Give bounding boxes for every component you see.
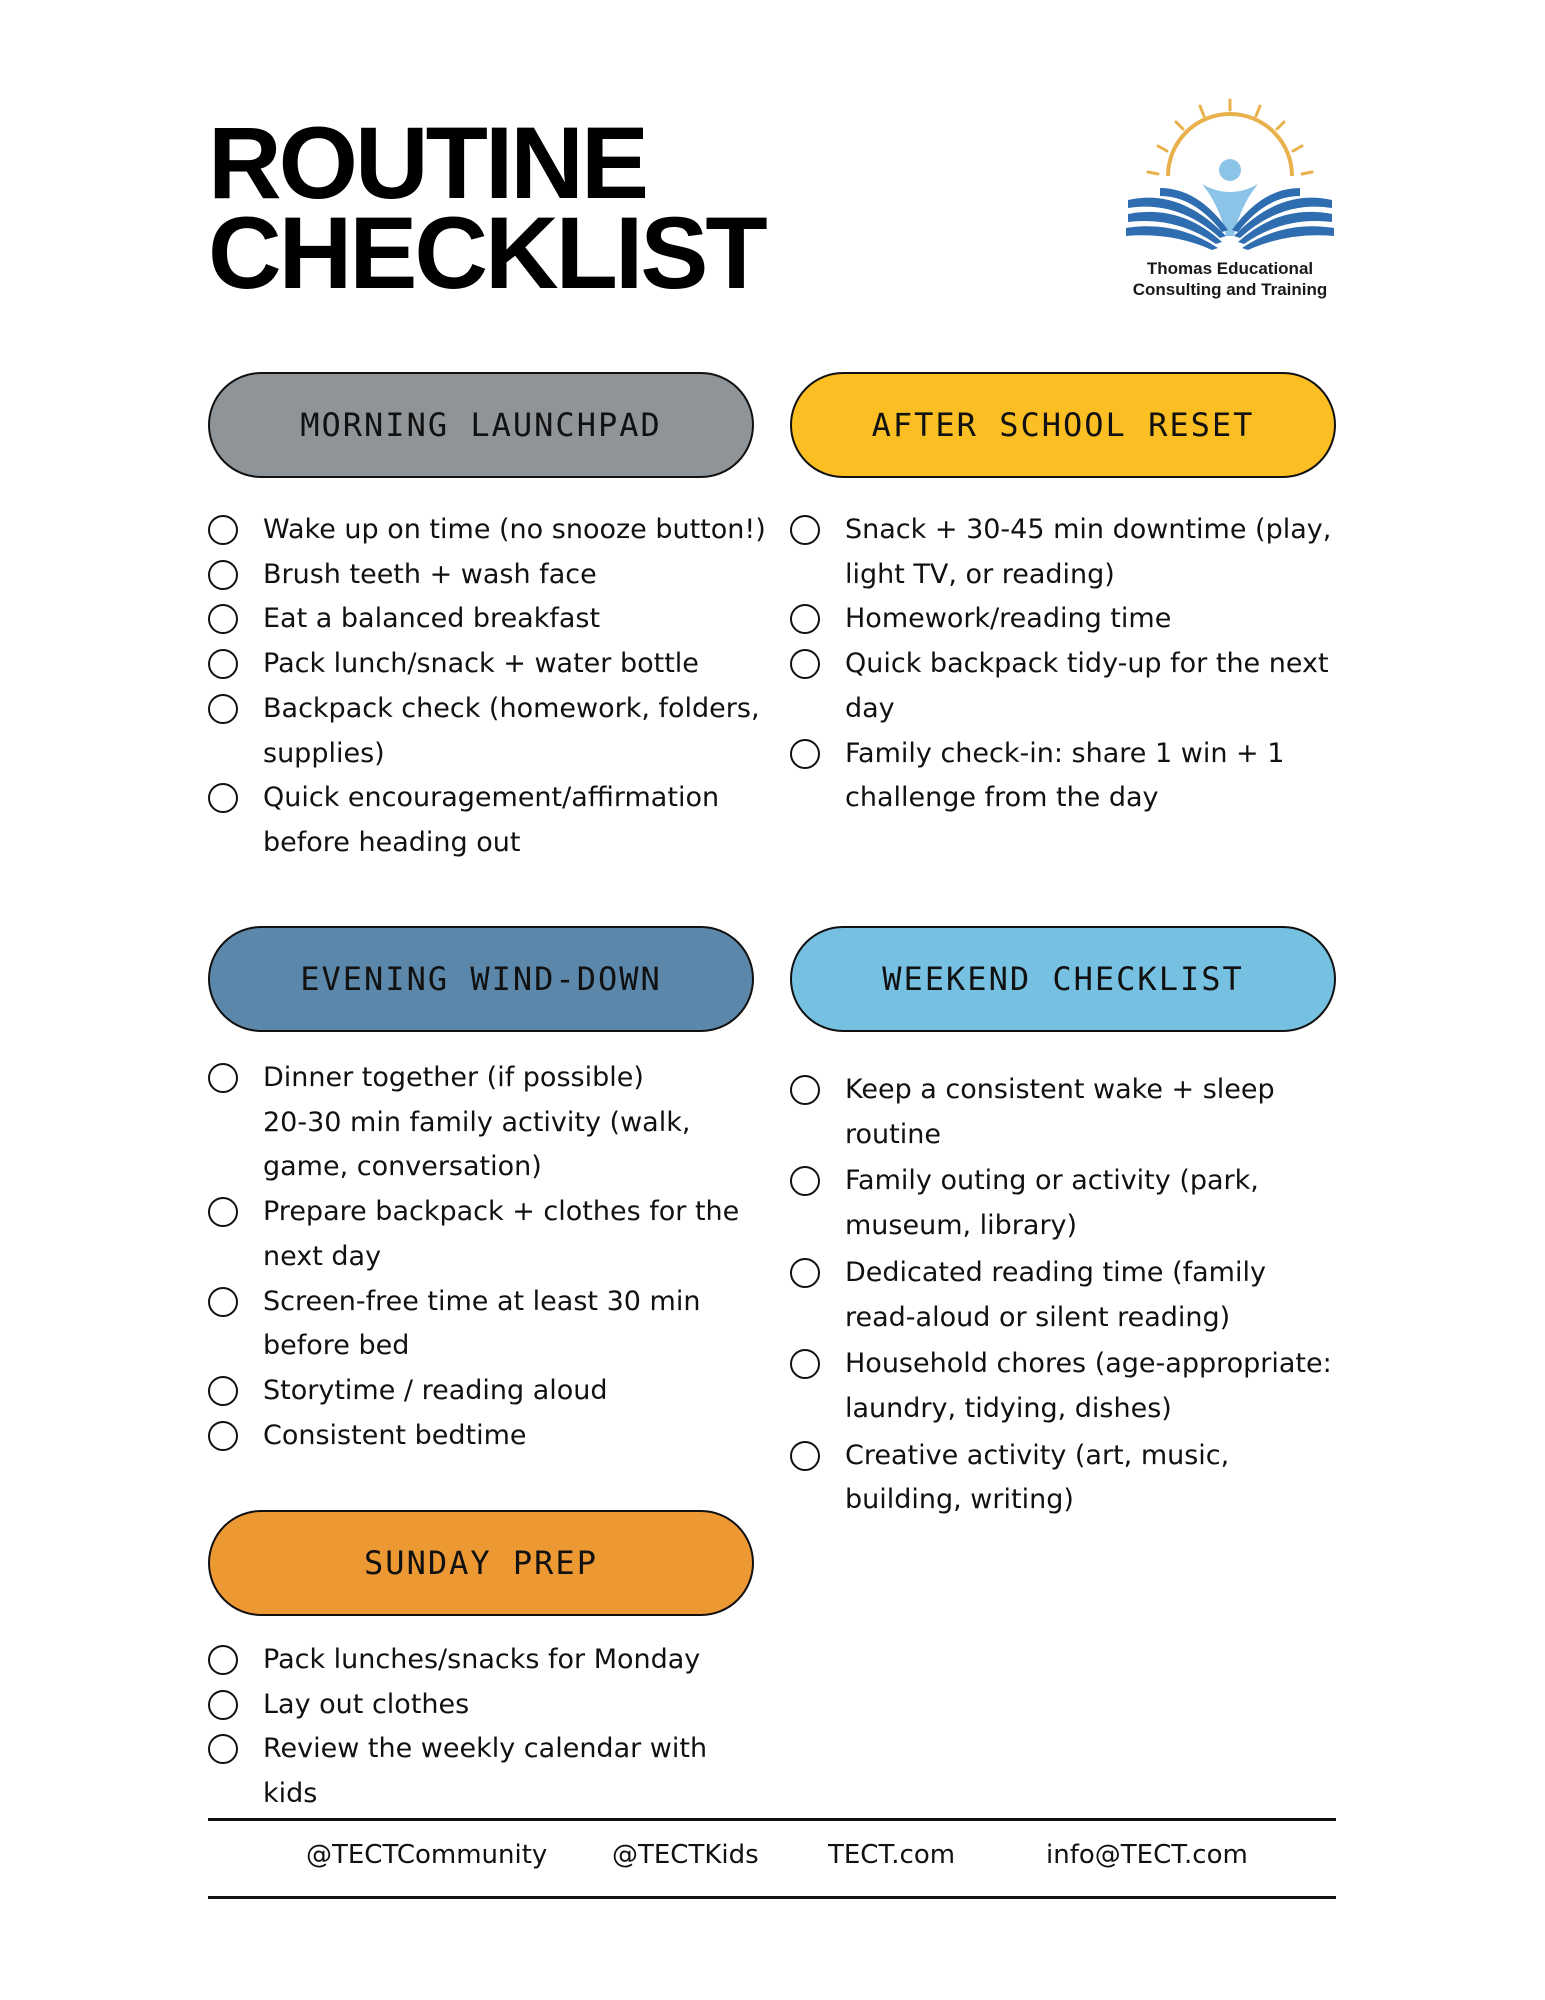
item-label: Quick backpack tidy-up for the next day (845, 648, 1329, 724)
after-school-checklist (790, 508, 1335, 821)
checkbox-icon[interactable] (208, 1734, 238, 1764)
morning-launchpad-heading: MORNING LAUNCHPAD (208, 372, 754, 478)
checkbox-icon[interactable] (208, 515, 238, 545)
list-item[interactable] (208, 1683, 768, 1728)
sunday-prep-heading: SUNDAY PREP (208, 1510, 754, 1616)
footer-email-link[interactable]: info@TECT.com (1046, 1840, 1248, 1870)
weekend-checklist (790, 1068, 1335, 1523)
checkbox-icon[interactable] (790, 1441, 820, 1471)
list-item[interactable] (790, 1068, 1335, 1157)
checkbox-icon[interactable] (208, 1376, 238, 1406)
checkbox-icon[interactable] (790, 1349, 820, 1379)
item-label: Household chores (age-appropriate: laundry, tidying, dishes) (845, 1348, 1332, 1424)
checkbox-icon[interactable] (790, 1166, 820, 1196)
logo (1120, 96, 1340, 306)
title-line-2: CHECKLIST (208, 196, 765, 310)
open-book-sun-icon (1120, 96, 1340, 256)
list-item (208, 1101, 768, 1190)
checkbox-icon[interactable] (208, 604, 238, 634)
checkbox-icon[interactable] (208, 1287, 238, 1317)
item-label: Prepare backpack + clothes for the next day (263, 1196, 740, 1272)
item-label: Pack lunches/snacks for Monday (263, 1644, 701, 1675)
checkbox-icon[interactable] (208, 1063, 238, 1093)
checkbox-icon[interactable] (208, 1421, 238, 1451)
footer-top-divider (208, 1818, 1336, 1821)
checkbox-icon[interactable] (208, 649, 238, 679)
list-item[interactable] (790, 1159, 1335, 1248)
list-item[interactable] (208, 508, 768, 553)
item-label: Wake up on time (no snooze button!) (263, 514, 766, 545)
list-item[interactable] (208, 1056, 768, 1101)
list-item[interactable] (208, 687, 768, 776)
logo-text (1120, 258, 1340, 300)
item-label: Dedicated reading time (family read-aloud or silent reading) (845, 1256, 1266, 1333)
footer-community-handle[interactable]: @TECTCommunity (306, 1840, 548, 1870)
checkbox-icon[interactable] (790, 515, 820, 545)
checkbox-icon[interactable] (790, 1075, 820, 1105)
page-title (208, 106, 765, 310)
list-item[interactable] (208, 1190, 768, 1279)
checkbox-icon[interactable] (790, 649, 820, 679)
list-item[interactable] (790, 508, 1335, 597)
list-item[interactable] (208, 1369, 768, 1414)
item-label: Keep a consistent wake + sleep routine (845, 1074, 1275, 1150)
list-item[interactable] (208, 1280, 768, 1369)
item-label: Storytime / reading aloud (263, 1374, 608, 1406)
list-item[interactable] (790, 1251, 1335, 1340)
list-item[interactable] (790, 1342, 1335, 1431)
item-label: Screen-free time at least 30 min before bed (263, 1285, 701, 1362)
item-label: Creative activity (art, music, building, writing) (845, 1439, 1230, 1516)
item-label: Backpack check (homework, folders, supplies) (263, 692, 760, 769)
evening-checklist (208, 1056, 768, 1458)
checkbox-icon[interactable] (790, 739, 820, 769)
list-item[interactable] (208, 776, 768, 865)
item-label: Homework/reading time (845, 603, 1172, 635)
checkbox-icon[interactable] (208, 1645, 238, 1675)
item-label: Review the weekly calendar with kids (263, 1733, 708, 1810)
checkbox-icon[interactable] (208, 694, 238, 724)
footer-kids-handle[interactable]: @TECTKids (612, 1840, 759, 1870)
checkbox-icon[interactable] (790, 1258, 820, 1288)
item-label: Brush teeth + wash face (263, 558, 597, 590)
list-item[interactable] (790, 597, 1335, 642)
item-label: Lay out clothes (263, 1688, 470, 1720)
checkbox-icon[interactable] (208, 783, 238, 813)
list-item[interactable] (790, 732, 1335, 821)
list-item[interactable] (208, 642, 768, 687)
list-item[interactable] (208, 1638, 768, 1683)
checkbox-icon[interactable] (208, 1197, 238, 1227)
list-item[interactable] (790, 642, 1335, 731)
item-label: 20-30 min family activity (walk, game, conversation) (263, 1106, 691, 1183)
list-item[interactable] (208, 1727, 768, 1816)
item-label: Quick encouragement/affirmation before heading out (263, 782, 720, 858)
after-school-reset-heading: AFTER SCHOOL RESET (790, 372, 1336, 478)
sunday-checklist (208, 1638, 768, 1817)
item-label: Dinner together (if possible) (263, 1062, 644, 1093)
list-item[interactable] (790, 1434, 1335, 1523)
title-line-1: ROUTINE (208, 106, 646, 220)
weekend-checklist-heading: WEEKEND CHECKLIST (790, 926, 1336, 1032)
item-label: Eat a balanced breakfast (263, 603, 601, 635)
list-item[interactable] (208, 1414, 768, 1459)
evening-wind-down-heading: EVENING WIND-DOWN (208, 926, 754, 1032)
morning-checklist (208, 508, 768, 866)
item-label: Family check-in: share 1 win + 1 challenge from the day (845, 737, 1285, 814)
item-label: Consistent bedtime (263, 1419, 527, 1451)
logo-text-line-1: Thomas Educational (1146, 259, 1314, 278)
checkbox-icon[interactable] (208, 1690, 238, 1720)
list-item[interactable] (208, 553, 768, 598)
footer-bottom-divider (208, 1896, 1336, 1899)
footer-website-link[interactable]: TECT.com (828, 1840, 956, 1870)
checkbox-icon[interactable] (208, 560, 238, 590)
logo-text-line-2: Consulting and Training (1132, 280, 1328, 299)
item-label: Pack lunch/snack + water bottle (263, 648, 699, 680)
item-label: Family outing or activity (park, museum, library) (845, 1165, 1259, 1242)
list-item[interactable] (208, 597, 768, 642)
checkbox-icon[interactable] (790, 604, 820, 634)
item-label: Snack + 30-45 min downtime (play, light TV, or reading) (845, 514, 1332, 590)
